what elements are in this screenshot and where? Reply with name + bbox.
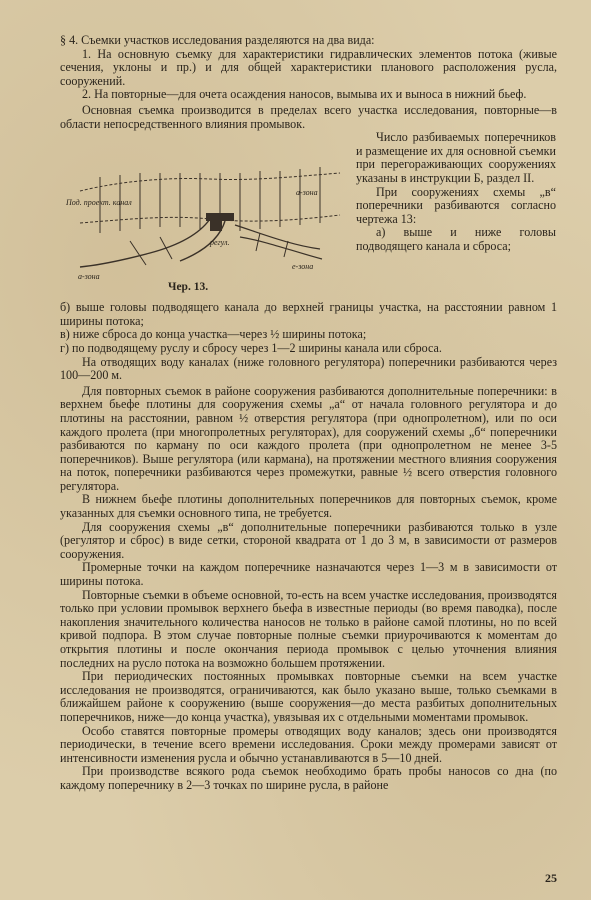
paragraph-full-repeat: Повторные съемки в объеме основной, то-есть на всем участке исследования, производятся только при условии промывок верхнего бьефа в известные периоды (во время паводка), после накопления значительного количества наносов не только в районе самой плотины, но по всей кривой подпора. В этом случае повторные полные съемки приурочиваются к моментам до открытия плотины и после окончания периода промывок с целью уточнения влияния последних на русло потока на возможно большем протяжении.	[60, 587, 557, 670]
figure-caption: Чер. 13.	[168, 281, 209, 294]
figure-label-zone-e: е-зона	[292, 262, 314, 272]
figure-block	[60, 131, 557, 301]
section-heading: § 4. Съемки участков исследования разделяются на два вида:	[60, 33, 375, 47]
river-diagram-figure	[60, 133, 350, 283]
paragraph-g: г) по подводящему руслу и сбросу через 1—2 ширины канала или сброса.	[60, 340, 442, 355]
paragraph-canals: На отводящих воду каналах (ниже головного регулятора) поперечники разбиваются через 100—200 м.	[60, 354, 557, 383]
paragraph-sounding-points: Промерные точки на каждом поперечнике назначаются через 1—3 м в зависимости от ширины потока.	[60, 560, 557, 589]
paragraph-sediment-samples: При производстве всякого рода съемок необходимо брать пробы наносов со дна (по каждому поперечнику в 2—3 точках по ширине русла, в районе	[60, 764, 557, 792]
side-text-column	[356, 131, 556, 253]
paragraph-v: в) ниже сброса до конца участка—через ½ ширины потока;	[60, 327, 367, 342]
side-paragraph-2: При сооружениях схемы „в“ поперечники разбиваются согласно чертежа 13:	[356, 184, 556, 226]
side-paragraph-3: а) выше и ниже головы подводящего канала и сброса;	[356, 225, 556, 253]
page-number: 25	[545, 871, 557, 886]
paragraph-lower-pool: В нижнем бьефе плотины дополнительных поперечников для повторных съемок, кроме указанных для съемки основного типа, не требуется.	[60, 492, 557, 521]
paragraph-item-2: 2. На повторные—для очета осаждения наносов, вымыва их и выноса в нижний бьеф.	[82, 87, 527, 102]
paragraph-main-survey: Основная съемка производится в пределах всего участка исследования, повторные—в области непосредственного влияния промывок.	[60, 102, 557, 131]
paragraph-scheme-v: Для сооружения схемы „в“ дополнительные поперечники разбиваются только в узле (регулятор и сброс) в виде сетки, стороной квадрата от 1 до 3 м, в зависимости от размеров сооружения.	[60, 519, 557, 561]
figure-label-regulator: регул.	[210, 238, 230, 248]
side-paragraph-1: Число разбиваемых поперечников и размещение их для основной съемки при перегораживающих сооружениях указаны в инструкции Б, раздел II.	[356, 130, 556, 185]
figure-label-zone-a: а-зона	[78, 272, 100, 282]
paragraph-b: б) выше головы подводящего канала до верхней границы участка, на расстоянии равном 1 ширины потока;	[60, 300, 557, 328]
paragraph-repeat-surveys: Для повторных съемок в районе сооружения разбиваются дополнительные поперечники: в верхнем бьефе плотины для сооружения схемы „а“ от начала головного регулятора и до плотины на расстоянии, равном ½ отверстия регулятора (при однопролетном), или по оси каждого пролета (при многопролетных регуляторах), для сооружений схемы „б“ поперечники разбиваются по карману по оси каждого пролета (при однопролетном не менее 3-5 поперечников). Выше регулятора (или кармана), на протяжении местного влияния сооружения на поток, поперечники разбиваются через промежутки, равные ½ всего отверстия головного регулятора.	[60, 383, 557, 493]
figure-label-zone-a2: а-зона	[296, 188, 318, 198]
figure-label-canal: Под. проект. канал	[66, 198, 132, 208]
paragraph-periodic-flushing: При периодических постоянных промывках повторные съемки на всем участке исследования не производятся, ограничиваются, как было указано выше, только съемками в ближайшем районе к сооружению (выше сооружения—до места разбитых дополнительных поперечников, ниже—до конца участка), увязывая их с отдельными моментами промывок.	[60, 669, 557, 724]
paragraph-canal-soundings: Особо ставятся повторные промеры отводящих воду каналов; здесь они производятся периодически, в течение всего времени исследования. Сроки между промерами зависят от интенсивности изменения русла и обычно устанавливаются в 5—10 дней.	[60, 723, 557, 765]
paragraph-item-1: 1. На основную съемку для характеристики гидравлических элементов потока (живые сечения, уклоны и пр.) и для общей характеристики планового расположения русла, сооружений.	[60, 46, 557, 88]
